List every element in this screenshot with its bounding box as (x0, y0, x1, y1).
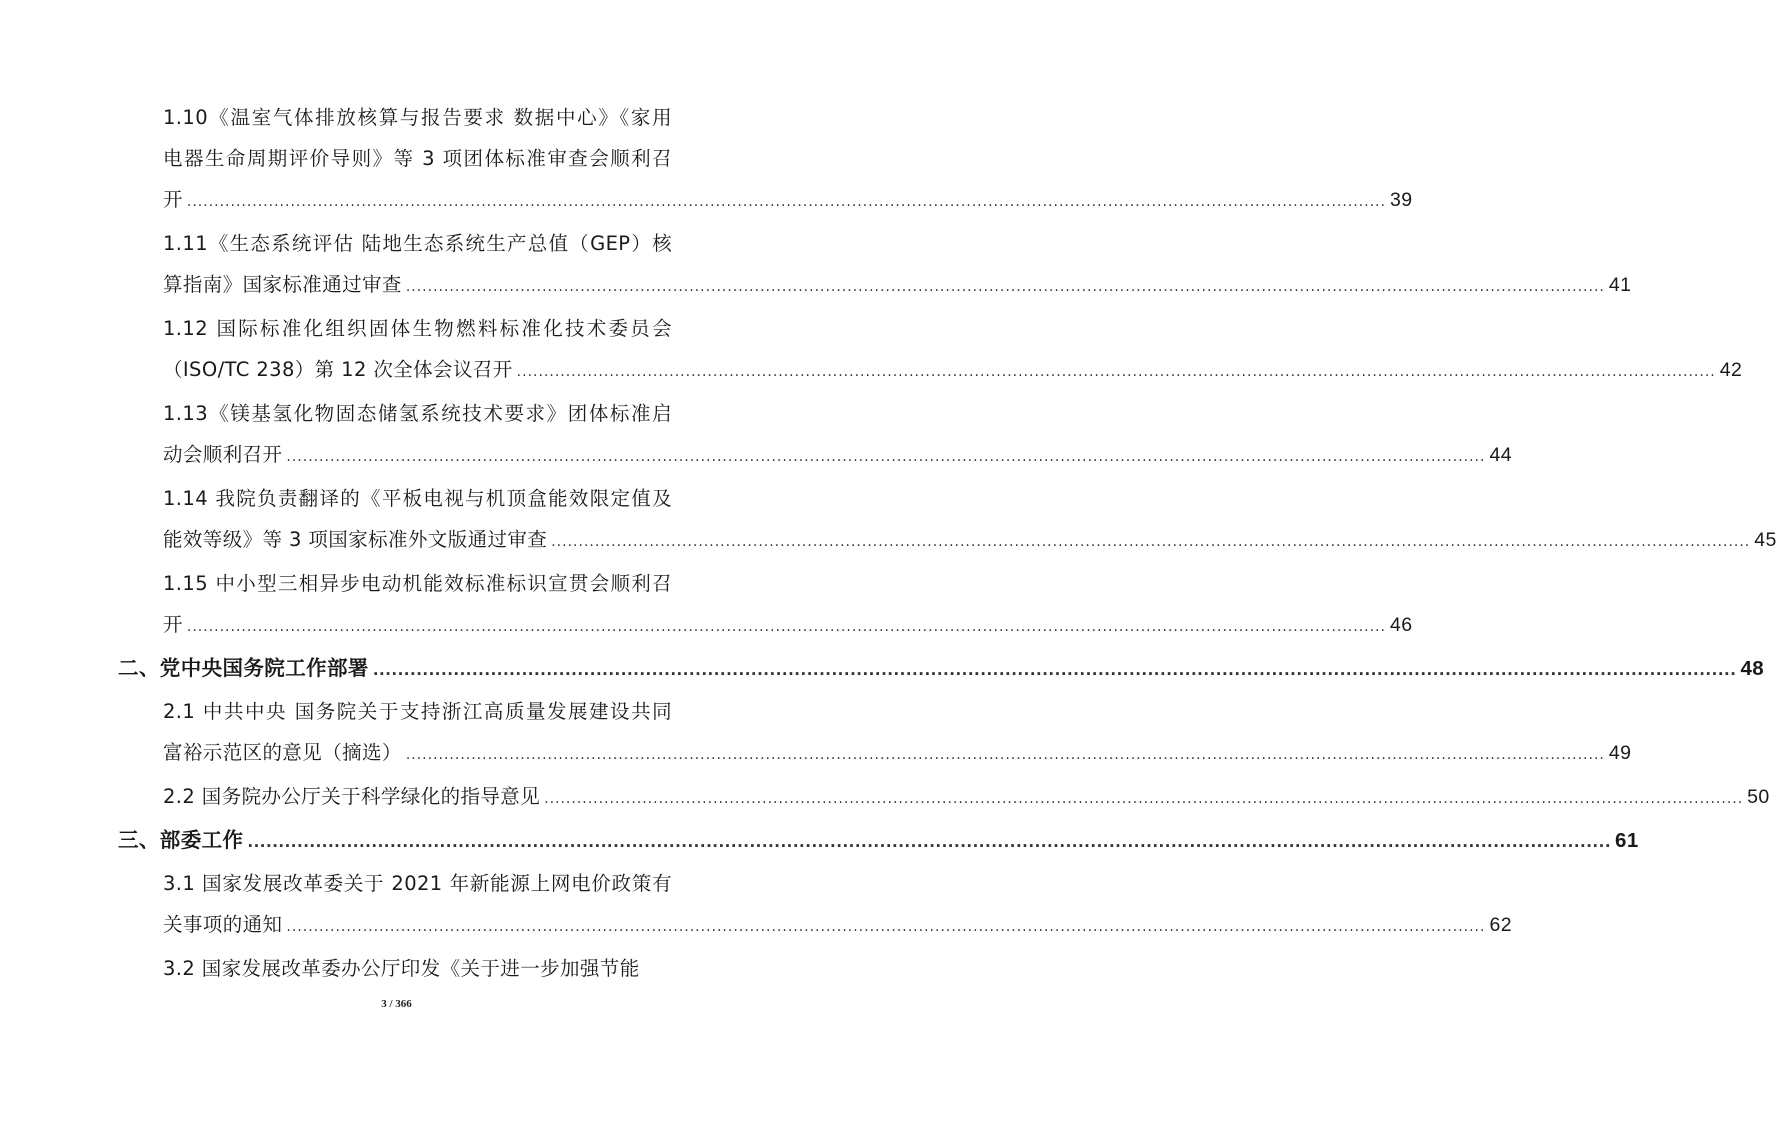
toc-entry-last-line (163, 776, 1770, 820)
toc-entry-line: 1.12 国际标准化组织固体生物燃料标准化技术委员会 (163, 317, 672, 340)
toc-page-number: 39 (1389, 189, 1413, 211)
table-of-contents (118, 97, 1777, 989)
toc-entry-title: 动会顺利召开 (163, 443, 283, 466)
toc-leader-dots: ............................................................................................................................................................................................................................ (551, 534, 1751, 550)
toc-entry-title: 开 (163, 613, 183, 636)
toc-leader-dots: ............................................................................................................................................................................................................................ (286, 919, 1486, 935)
toc-entry-line: 1.11《生态系统评估 陆地生态系统生产总值（GEP）核 (163, 232, 672, 255)
toc-entry-title: 三、部委工作 (118, 828, 244, 852)
toc-entry-title: 算指南》国家标准通过审查 (163, 273, 402, 296)
toc-entry-line: 1.13《镁基氢化物固态储氢系统技术要求》团体标准启 (163, 402, 672, 425)
toc-entry-title: 能效等级》等 3 项国家标准外文版通过审查 (163, 528, 548, 551)
toc-entry[interactable] (163, 863, 1512, 948)
toc-entry-title: 3.2 国家发展改革委办公厅印发《关于进一步加强节能 (163, 957, 640, 980)
toc-page-number: 42 (1719, 359, 1743, 381)
toc-entry-title: 2.2 国务院办公厅关于科学绿化的指导意见 (163, 785, 541, 808)
toc-leader-dots: ............................................................................................................................................................................................................................ (405, 279, 1605, 295)
toc-entry-last-line (163, 264, 1632, 308)
toc-entry[interactable] (163, 691, 1632, 776)
toc-entry[interactable] (163, 223, 1632, 308)
toc-entry[interactable] (163, 563, 1413, 648)
toc-entry-last-line (118, 820, 1639, 863)
toc-page-number: 49 (1608, 742, 1632, 764)
toc-entry-last-line (163, 519, 1777, 563)
toc-entry-last-line (163, 179, 1413, 223)
toc-page-number: 50 (1747, 786, 1770, 808)
toc-entry-title: 开 (163, 188, 183, 211)
page-number-footer (0, 998, 793, 1010)
toc-entry-title: （ISO/TC 238）第 12 次全体会议召开 (163, 358, 513, 381)
toc-page-number: 62 (1489, 914, 1512, 936)
toc-leader-dots: ............................................................................................................................................................................................................................ (186, 619, 1386, 635)
toc-entry-line: 2.1 中共中央 国务院关于支持浙江高质量发展建设共同 (163, 700, 672, 723)
toc-entry-last-line (118, 648, 1765, 691)
toc-section-entry[interactable] (118, 820, 1639, 863)
toc-page-number: 46 (1389, 614, 1413, 636)
toc-leader-dots: ............................................................................................................................................................................................................................ (516, 364, 1716, 380)
toc-entry-line: 1.15 中小型三相异步电动机能效标准标识宣贯会顺利召 (163, 572, 672, 595)
toc-entry-title: 关事项的通知 (163, 913, 283, 936)
toc-entry-line: 3.1 国家发展改革委关于 2021 年新能源上网电价政策有 (163, 872, 672, 895)
toc-page-number: 61 (1615, 829, 1639, 852)
toc-leader-dots: ............................................................................................................................................................................................................................ (186, 194, 1386, 210)
toc-leader-dots: ............................................................................................................................................................................................................................ (405, 747, 1605, 763)
toc-entry[interactable] (163, 393, 1512, 478)
toc-entry-line: 电器生命周期评价导则》等 3 项团体标准审查会顺利召 (163, 147, 672, 170)
toc-leader-dots: ............................................................................................................................................................................................................................ (372, 661, 1737, 679)
toc-leader-dots: ............................................................................................................................................................................................................................ (286, 449, 1486, 465)
toc-entry-last-line (163, 948, 672, 989)
toc-entry-line: 1.10《温室气体排放核算与报告要求 数据中心》《家用 (163, 106, 672, 129)
toc-page-number: 41 (1608, 274, 1632, 296)
toc-entry-last-line (163, 604, 1413, 648)
toc-entry[interactable] (163, 776, 1770, 820)
toc-entry-last-line (163, 434, 1512, 478)
toc-entry[interactable] (163, 948, 672, 989)
toc-entry[interactable] (163, 97, 1413, 223)
toc-page-number: 48 (1740, 657, 1765, 680)
toc-entry-line: 1.14 我院负责翻译的《平板电视与机顶盒能效限定值及 (163, 487, 672, 510)
toc-entry-title: 二、党中央国务院工作部署 (118, 656, 369, 680)
toc-leader-dots: ............................................................................................................................................................................................................................ (247, 833, 1612, 851)
toc-section-entry[interactable] (118, 648, 1765, 691)
toc-entry-last-line (163, 732, 1632, 776)
toc-leader-dots: ............................................................................................................................................................................................................................ (544, 791, 1744, 807)
toc-entry-title: 富裕示范区的意见（摘选） (163, 741, 402, 764)
page-number-label: 3 / 366 (381, 998, 412, 1010)
toc-page-number: 44 (1489, 444, 1512, 466)
toc-entry-last-line (163, 349, 1743, 393)
toc-entry-last-line (163, 904, 1512, 948)
toc-page-number: 45 (1754, 529, 1777, 551)
toc-entry[interactable] (163, 308, 1743, 393)
toc-entry[interactable] (163, 478, 1777, 563)
